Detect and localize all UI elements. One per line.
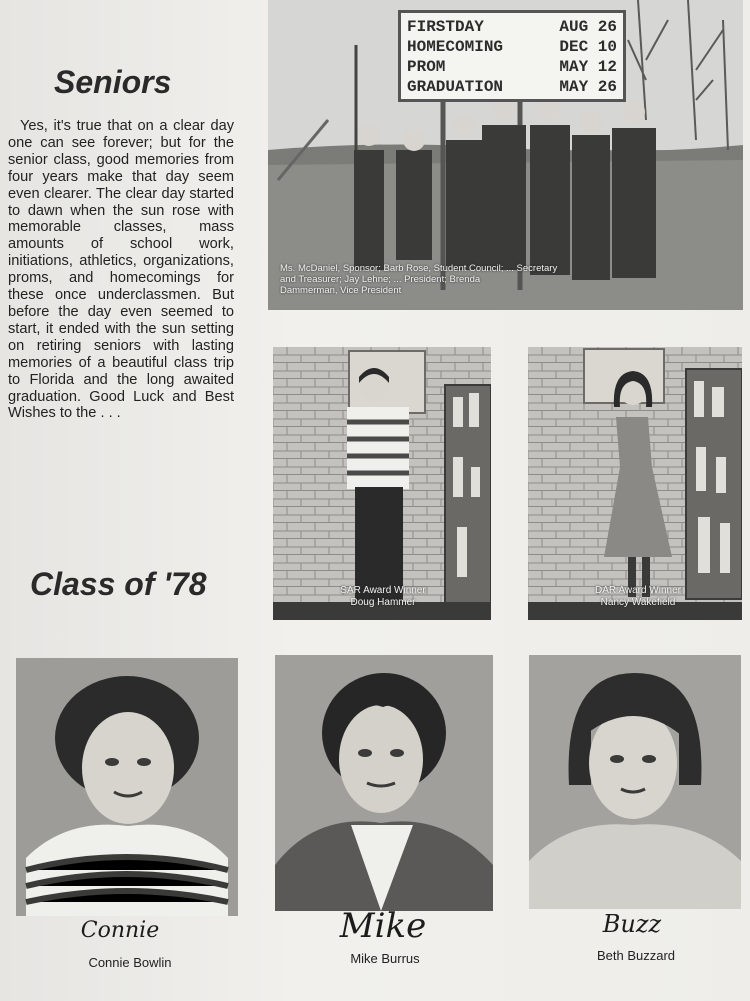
marquee-event: FIRSTDAY (407, 18, 484, 36)
portrait-connie-bowlin (16, 658, 238, 916)
marquee-date: DEC 10 (559, 38, 617, 56)
signature-connie: Connie (80, 918, 160, 943)
award-title: DAR Award Winner (595, 585, 681, 596)
portrait-beth-buzzard (529, 655, 741, 909)
officers-caption (280, 263, 730, 296)
signature-mike: Mike (339, 906, 427, 946)
student-name-connie-bowlin: Connie Bowlin (88, 955, 172, 970)
intro-paragraph: Yes, it's true that on a clear day one can see forever; but for the senior class, good memories from four years make that day seem even clearer. The clear day started to dawn when the sun rose with memorable classes, mass amounts of school work, initiations, athletics, organizations, proms, and homecomings for these once underclassmen. But before the day even seemed to start, it ended with the sun setting on retiring seniors with lasting memories of a beautiful class trip to Florida and the long awaited graduation. Good Luck and Best Wishes to the . . . (8, 118, 234, 422)
marquee-row (407, 17, 617, 37)
seniors-heading: Seniors (54, 64, 172, 100)
caption-line: Ms. McDaniel, Sponsor; Barb Rose, Student Council; ... Secretary (280, 263, 558, 274)
marquee-date: MAY 12 (559, 58, 617, 76)
caption-line: and Treasurer; Jay Lehne; ... President; Brenda (280, 274, 481, 285)
award-winner-name: Nancy Wakefield (600, 597, 676, 608)
marquee-event: HOMECOMING (407, 38, 504, 56)
marquee-event: GRADUATION (407, 78, 504, 96)
sar-award-caption (303, 585, 463, 609)
dar-award-caption (558, 585, 718, 609)
award-winner-name: Doug Hammer (350, 597, 416, 608)
marquee-sign (398, 10, 626, 102)
marquee-date: MAY 26 (559, 78, 617, 96)
signature-buzz: Buzz (602, 910, 662, 938)
class-officers-photo (268, 0, 743, 310)
dar-award-photo (528, 347, 742, 620)
student-name-beth-buzzard: Beth Buzzard (596, 948, 676, 963)
sar-award-photo (273, 347, 491, 620)
class-of-78-heading: Class of '78 (30, 566, 207, 602)
marquee-row (407, 57, 617, 77)
marquee-event: PROM (407, 58, 446, 76)
marquee-row (407, 37, 617, 57)
student-name-mike-burrus: Mike Burrus (350, 951, 420, 966)
portrait-mike-burrus (275, 655, 493, 911)
award-title: SAR Award Winner (340, 585, 426, 596)
marquee-row (407, 77, 617, 97)
marquee-date: AUG 26 (559, 18, 617, 36)
caption-line: Dammerman, Vice President (280, 285, 402, 296)
